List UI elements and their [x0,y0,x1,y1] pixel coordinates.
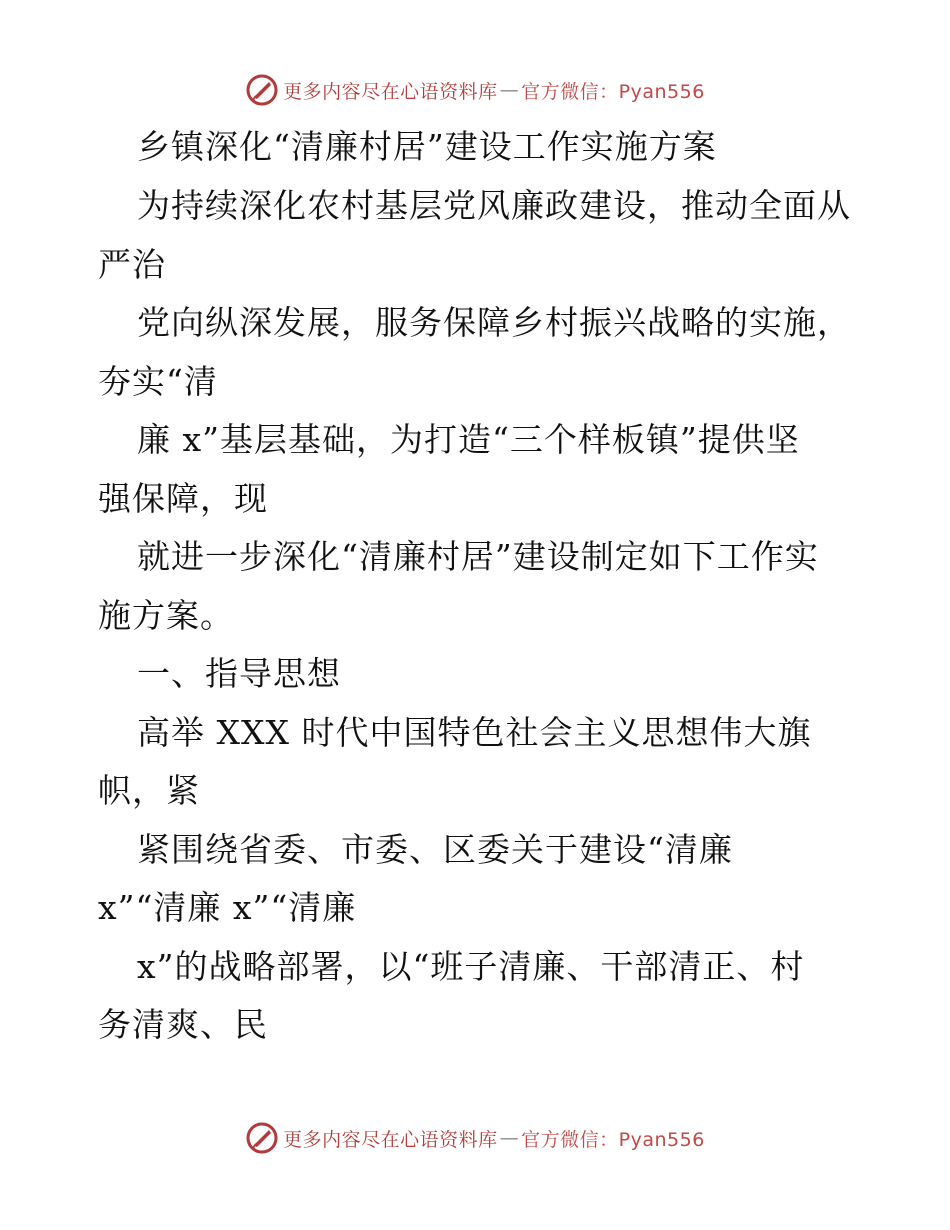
document-title: 乡镇深化“清廉村居”建设工作实施方案 [137,127,717,166]
paragraph-line: 紧围绕省委、市委、区委关于建设“清廉 [137,830,733,869]
footer-watermark [0,1118,950,1158]
paragraph-line: 廉 x”基层基础，为打造“三个样板镇”提供坚 [137,420,800,459]
watermark-separator: — [499,79,520,101]
paragraph-line: x”的战略部署，以“班子清廉、干部清正、村 [137,947,805,986]
paragraph-line: 就进一步深化“清廉村居”建设制定如下工作实 [137,537,819,576]
paragraph-line: 夯实“清 [98,362,218,401]
paragraph-line: 施方案。 [98,596,234,635]
paragraph-line: 严治 [98,245,166,284]
paragraph-line: 党向纵深发展，服务保障乡村振兴战略的实施， [137,303,851,342]
paragraph-line: 务清爽、民 [98,1005,268,1044]
watermark-wechat-text: 官方微信：Pyan556 [521,80,705,103]
watermark-separator: — [499,1127,520,1149]
watermark-site-text: 更多内容尽在心语资料库 [283,80,498,103]
paragraph-line: 高举 XXX 时代中国特色社会主义思想伟大旗 [137,713,812,752]
paragraph-line: 帜，紧 [98,771,200,810]
paragraph-line: x”“清廉 x”“清廉 [98,888,357,927]
section-heading: 一、指导思想 [137,654,341,693]
header-watermark [0,70,950,110]
paragraph-line: 为持续深化农村基层党风廉政建设，推动全面从 [137,186,851,225]
paragraph-line: 强保障，现 [98,479,268,518]
feather-pen-logo-icon [245,1121,279,1155]
watermark-site-text: 更多内容尽在心语资料库 [283,1128,498,1151]
feather-pen-logo-icon [245,73,279,107]
watermark-wechat-text: 官方微信：Pyan556 [521,1128,705,1151]
